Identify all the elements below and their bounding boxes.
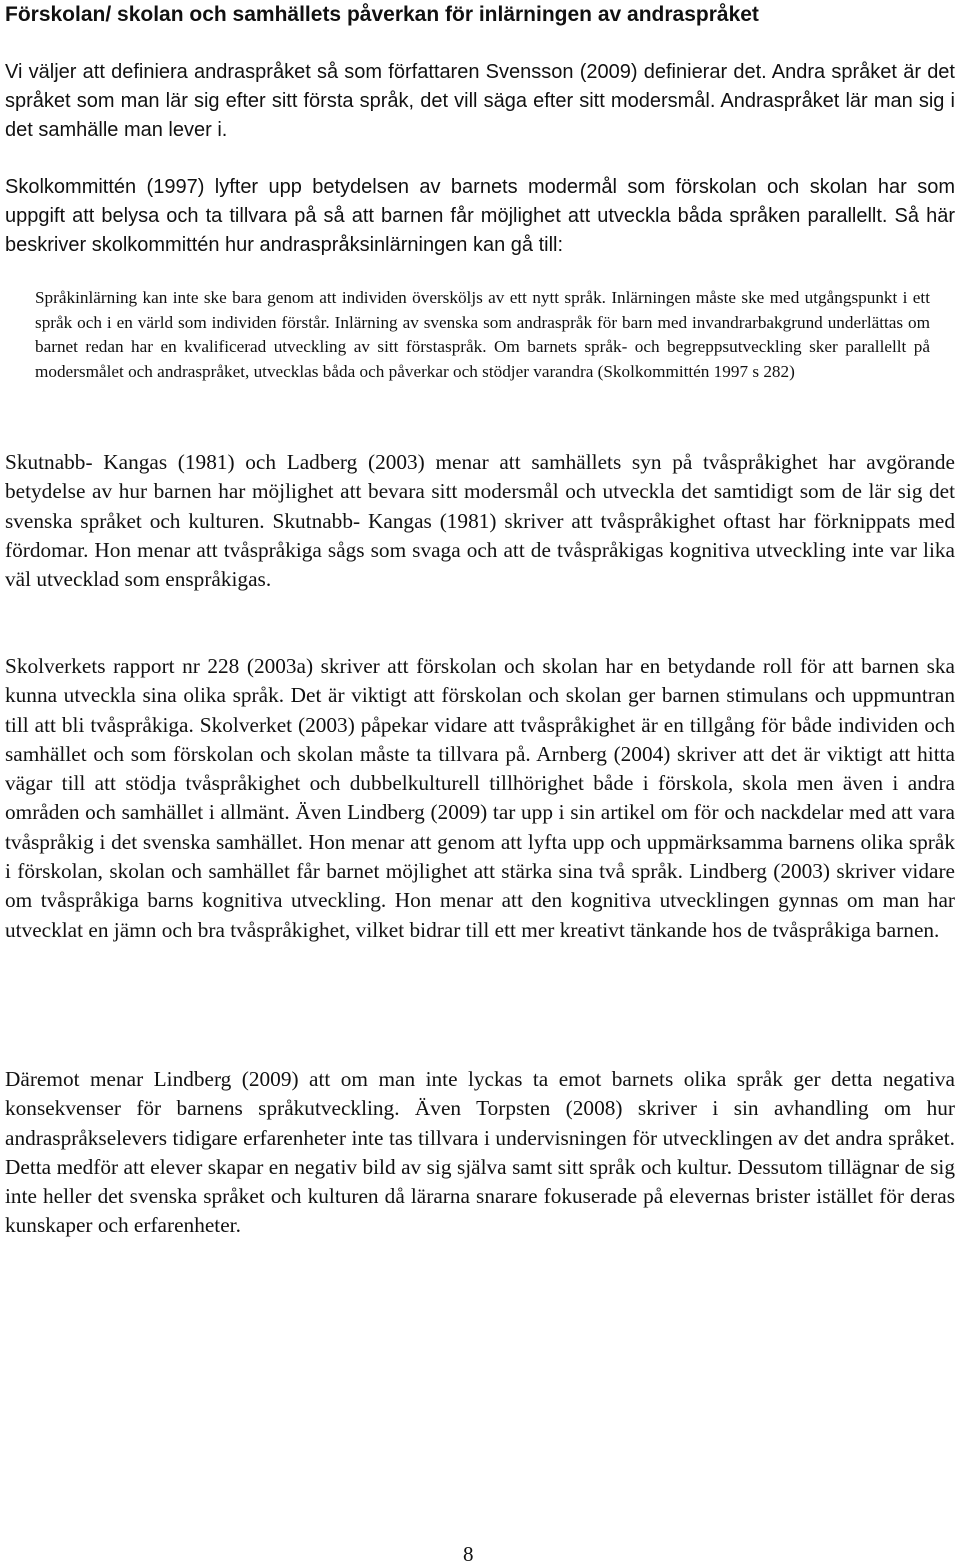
paragraph-definition: Vi väljer att definiera andraspråket så som författaren Svensson (2009) definierar det. Andra språket är det språket som man lär sig efter sitt första språk, det vill säga efter sitt modersmål. Andraspråket lär man sig i det samhälle man lever i. xyxy=(5,61,955,141)
paragraph-skutnabb-kangas: Skutnabb- Kangas (1981) och Ladberg (2003) menar att samhällets syn på tvåspråkighet har avgörande betydelse av hur barnen har möjlighet att bevara sitt modersmål och utveckla det samtidigt som de lär sig det svenska språket och kulturen. Skutnabb- Kangas (1981) skriver att tvåspråkighet oftast har förknippats med fördomar. Hon menar att tvåspråkiga sågs som svaga och att de tvåspråkigas kognitiva utveckling inte var lika väl utvecklad som enspråkigas. xyxy=(5,450,955,592)
paragraph-skolkommitten: Skolkommittén (1997) lyfter upp betydelsen av barnets modermål som förskolan och skolan har som uppgift att belysa och ta tillvara på så att barnen får möjlighet att utveckla båda språken parallellt. Så här beskriver skolkommittén hur andraspråksinlärningen kan gå till: xyxy=(5,176,955,256)
document-page xyxy=(5,0,955,1567)
block-quote: Språkinlärning kan inte ske bara genom att individen översköljs av ett nytt språk. Inlärningen måste ske med utgångspunkt i ett språk och i en värld som individen förstår. Inlärning av svenska som andraspråk för barn med invandrarbakgrund underlättas om barnet redan har en kvalificerad utveckling av sitt förstaspråk. Om barnets språk- och begreppsutveckling sker parallellt på modersmålet och andraspråket, utvecklas båda och påverkar och stödjer varandra (Skolkommittén 1997 s 282) xyxy=(35,288,930,381)
page-number: 8 xyxy=(463,1542,474,1566)
paragraph-lindberg: Däremot menar Lindberg (2009) att om man inte lyckas ta emot barnets olika språk ger detta negativa konsekvenser för barnens språkutveckling. Även Torpsten (2008) skriver i sin avhandling om hur andraspråkselevers tidigare erfarenheter inte tas tillvara i undervisningen för utvecklingen av det andra språket. Detta medför att elever skapar en negativ bild av sig själva samt sitt språk och kultur. Dessutom tillägnar de sig inte heller det svenska språket och kulturen då lärarna snarare fokuserade på elevernas brister istället för deras kunskaper och erfarenheter. xyxy=(5,1067,955,1238)
paragraph-skolverket: Skolverkets rapport nr 228 (2003a) skriver att förskolan och skolan har en betydande roll för att barnen ska kunna utveckla sina olika språk. Det är viktigt att förskolan och skolan ger barnen stimulans och uppmuntran till att bli tvåspråkiga. Skolverket (2003) påpekar vidare att tvåspråkighet är en tillgång för både individen och samhället och som förskolan och skolan måste ta tillvara på. Arnberg (2004) skriver att det är viktigt att hitta vägar till att stödja tvåspråkighet och dubbelkulturell tillhörighet både i förskola, skola men även i andra områden och samhället i allmänt. Även Lindberg (2009) tar upp i sin artikel om för och nackdelar med att vara tvåspråkig i det svenska samhället. Hon menar att genom att lyfta upp och uppmärksamma barnens olika språk i förskolan, skolan och samhället får barnet möjlighet att stärka sina två språk. Lindberg (2003) skriver vidare om tvåspråkiga barns kognitiva utveckling. Hon menar att den kognitiva utvecklingen gynnas om man har utvecklat en jämn och bra tvåspråkighet, vilket bidrar till ett mer kreativt tänkande hos de tvåspråkiga barnen. xyxy=(5,654,955,942)
section-heading: Förskolan/ skolan och samhällets påverkan för inlärningen av andraspråket xyxy=(5,3,759,26)
